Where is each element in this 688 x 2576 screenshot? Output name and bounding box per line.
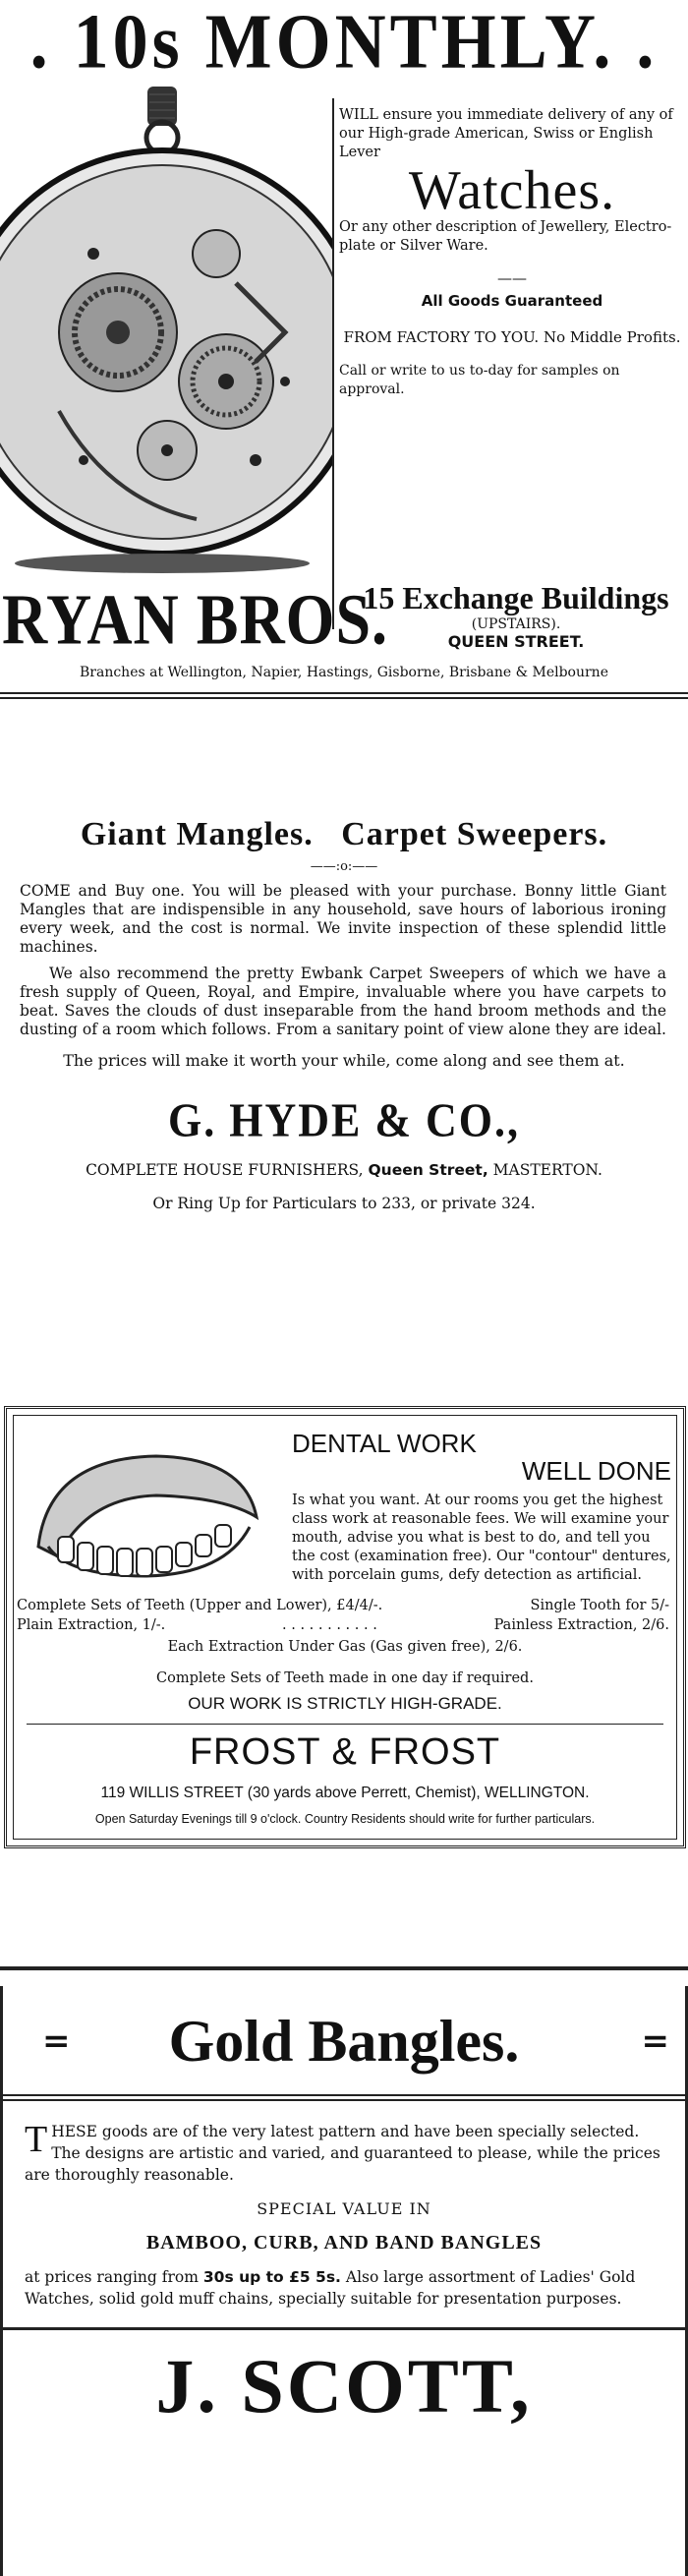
firm-name: J. SCOTT, — [155, 2343, 533, 2429]
branches: Branches at Wellington, Napier, Hastings, Gisborne, Brisbane & Melbourne — [80, 665, 608, 680]
headline: Giant Mangles. Carpet Sweepers. — [80, 816, 608, 852]
call-line: Call or write to us to-day for samples on approval. — [339, 363, 620, 397]
ryan-bros-advert — [0, 0, 688, 708]
dental-title-1: DENTAL WORK — [292, 1429, 477, 1458]
title-row — [3, 1986, 685, 2094]
guarantee: All Goods Guaranteed — [421, 292, 603, 310]
address: 15 Exchange Buildings — [363, 580, 669, 615]
rule — [3, 2094, 685, 2101]
paragraph-1 — [3, 2121, 685, 2186]
dropcap: T — [25, 2119, 48, 2160]
upstairs: (UPSTAIRS). — [471, 616, 561, 632]
ad-body: WILL ensure you immediate delivery of any of our High-grade American, Swiss or English Lever Watches. Or any other description of Jewellery, Electro-plate or Silver Ware. —— All Goods Guaranteed FROM FACTORY TO YOU. No Middle Profits. Call or write to us to-day for samples on approval. — [339, 106, 685, 399]
divider — [0, 1966, 688, 1970]
price-range: 30s up to £5 5s. — [202, 2268, 341, 2286]
bangles-line: BAMBOO, CURB, AND BAND BANGLES — [145, 2232, 543, 2254]
single-tooth-price: Single Tooth for 5/- — [530, 1598, 669, 1613]
prices-lead: at prices ranging from — [25, 2268, 199, 2286]
street: QUEEN STREET. — [447, 632, 585, 651]
watches-heading: Watches. — [408, 160, 616, 221]
prices-rest: Also large assortment of Ladies' Gold Watches, solid gold muff chains, specially suitable for presentation purposes. — [25, 2268, 636, 2308]
divider — [0, 692, 688, 699]
price-row-2 — [17, 1617, 669, 1633]
eq-left: = — [42, 2021, 71, 2061]
frost-advert — [4, 1406, 686, 1848]
firm-name: G. HYDE & CO., — [168, 1093, 520, 1147]
tagline-b: Queen Street, — [368, 1161, 488, 1179]
firm-name: FROST & FROST — [189, 1731, 501, 1773]
headline: Gold Bangles. — [168, 2009, 520, 2074]
tagline — [0, 1161, 688, 1179]
plain-extraction-price: Plain Extraction, 1/-. — [17, 1617, 166, 1633]
painless-extraction-price: Painless Extraction, 2/6. — [493, 1617, 669, 1633]
special-value: SPECIAL VALUE IN — [257, 2199, 431, 2218]
pocket-watch-illustration — [0, 87, 334, 578]
paragraph-1 — [0, 882, 688, 957]
dental-body: Is what you want. At our rooms you get the highest class work at reasonable fees. We will examine your mouth, advise you what is best to do, and tell you the cost (examination free). Our "contour" dentures, with porcelain gums, defy detection as artificial. — [292, 1493, 671, 1583]
dentures-illustration — [29, 1438, 264, 1586]
other-goods: Or any other description of Jewellery, Electro-plate or Silver Ware. — [339, 219, 672, 254]
hours: Open Saturday Evenings till 9 o'clock. Country Residents should write for further particulars. — [94, 1812, 596, 1826]
intro-text: WILL ensure you immediate delivery of any of our High-grade American, Swiss or English Lever — [339, 107, 673, 160]
tagline-a: COMPLETE HOUSE FURNISHERS, — [86, 1161, 364, 1179]
rule-2 — [3, 2327, 685, 2330]
prices-line: The prices will make it worth your while, come along and see them at. — [63, 1051, 625, 1070]
paragraph-2 — [0, 965, 688, 1039]
eq-right: = — [641, 2021, 669, 2061]
leader-dots: . . . . . . . . . . . — [282, 1617, 377, 1633]
prices-paragraph — [3, 2266, 685, 2310]
gas-line: Each Extraction Under Gas (Gas given free), 2/6. — [167, 1639, 523, 1655]
one-day-line: Complete Sets of Teeth made in one day if required. — [156, 1670, 534, 1686]
dental-title-2: WELL DONE — [521, 1456, 671, 1486]
paragraph-2-text: We also recommend the pretty Ewbank Carpet Sweepers of which we have a fresh supply of Queen, Royal, and Empire, invaluable where you have carpets to beat. Saves the clouds of dust inseparable from the hand broom methods and the dusting of a room which follows. From a sanitary point of view alone they are ideal. — [20, 965, 666, 1038]
tagline-c: MASTERTON. — [492, 1161, 602, 1179]
paragraph-1-text: COME and Buy one. You will be pleased with your purchase. Bonny little Giant Mangles that are indispensible in any household, save hours of laborious ironing every week, and the cost is normal. We invite inspection of these splendid little machines. — [20, 882, 666, 956]
column-divider — [332, 98, 334, 629]
ornament: ——:o:—— — [310, 859, 378, 874]
high-grade-line: OUR WORK IS STRICTLY HIGH-GRADE. — [188, 1694, 502, 1713]
address-block — [344, 580, 688, 651]
factory-line: FROM FACTORY TO YOU. No Middle Profits. — [343, 328, 681, 346]
paragraph-1-text: HESE goods are of the very latest pattern and have been specially selected. The designs are artistic and varied, and guaranteed to please, while the prices are thoroughly reasonable. — [25, 2123, 660, 2184]
price-row-1 — [17, 1598, 669, 1613]
inner-rule — [27, 1724, 663, 1725]
scott-advert — [0, 1986, 688, 2576]
headline: . 10s MONTHLY. . — [29, 0, 659, 85]
hyde-advert — [0, 747, 688, 1317]
address: 119 WILLIS STREET (30 yards above Perrett, Chemist), WELLINGTON. — [100, 1785, 590, 1801]
ring-line: Or Ring Up for Particulars to 233, or private 324. — [152, 1195, 536, 1212]
full-set-price: Complete Sets of Teeth (Upper and Lower), £4/4/-. — [17, 1598, 383, 1613]
firm-name: RYAN BROS. — [2, 579, 389, 660]
